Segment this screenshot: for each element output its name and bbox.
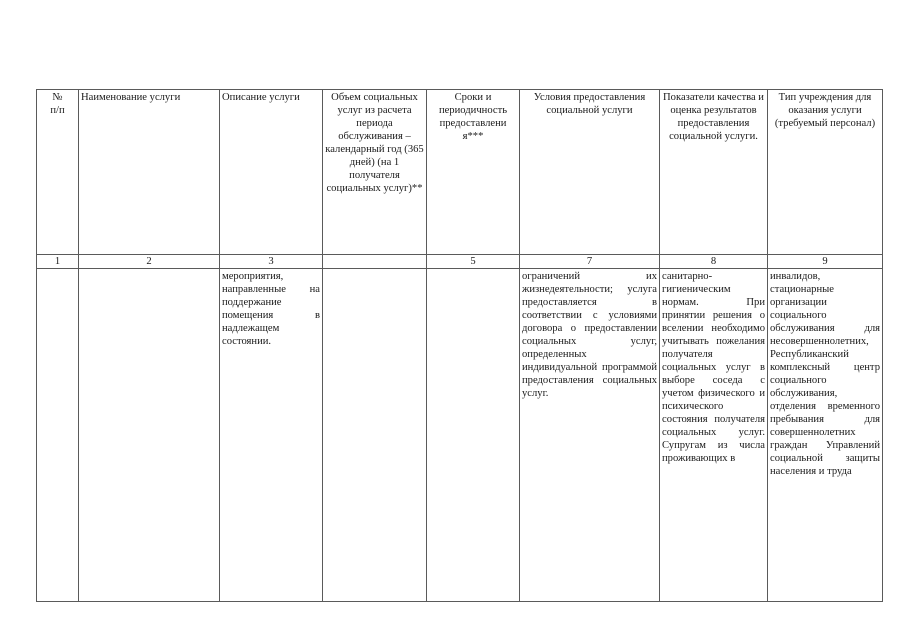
header-row [37, 90, 883, 255]
column-number: 1 [37, 255, 79, 269]
header-conditions: Условия предоставления социальной услуги [520, 90, 660, 255]
terms-frequency-cell [427, 269, 520, 602]
column-number: 9 [768, 255, 883, 269]
header-terms-frequency: Сроки и периодичность предоставлени я*** [427, 90, 520, 255]
header-service-description: Описание услуги [220, 90, 323, 255]
column-number-row [37, 255, 883, 269]
header-institution-type: Тип учреждения для оказания услуги (требуемый персонал) [768, 90, 883, 255]
conditions-text: ограничений их жизнедеятельности; услуга предоставляется в соответствии с условиями договора о предоставлении социальных услуг, определенных индивидуальной программой предоставления социальных услуг. [522, 271, 657, 399]
service-description-cell [220, 269, 323, 602]
service-name-cell [79, 269, 220, 602]
header-service-volume: Объем социальных услуг из расчета периода обслуживания – календарный год (365 дней) (на 1 получателя социальных услуг)** [323, 90, 427, 255]
header-service-name: Наименование услуги [79, 90, 220, 255]
quality-indicators-text: санитарно-гигиеническим нормам. При принятии решения о вселении необходимо учитывать пожелания получателя социальных услуг в выборе соседа с учетом физического и психического состояния получателя социальных услуг. Супругам из числа проживающих в [662, 271, 765, 464]
header-quality-indicators: Показатели качества и оценка результатов предоставления социальной услуги. [660, 90, 768, 255]
row-number-cell [37, 269, 79, 602]
column-number: 8 [660, 255, 768, 269]
service-volume-cell [323, 269, 427, 602]
column-number: 2 [79, 255, 220, 269]
table-row [37, 269, 883, 602]
institution-type-text: инвалидов, стационарные организации социального обслуживания для несовершеннолетних, Республиканский комплексный центр социального обслуживания, отделения временного пребывания для совершеннолетних граждан Управлений социальной защиты населения и труда [770, 271, 880, 477]
conditions-cell [520, 269, 660, 602]
column-number: 5 [427, 255, 520, 269]
quality-indicators-cell [660, 269, 768, 602]
column-number: 3 [220, 255, 323, 269]
column-number: 7 [520, 255, 660, 269]
service-description-text: мероприятия, направленные на поддержание помещения в надлежащем состоянии. [222, 271, 320, 347]
header-number: № п/п [37, 90, 79, 255]
institution-type-cell [768, 269, 883, 602]
column-number [323, 255, 427, 269]
social-services-table [36, 89, 883, 602]
